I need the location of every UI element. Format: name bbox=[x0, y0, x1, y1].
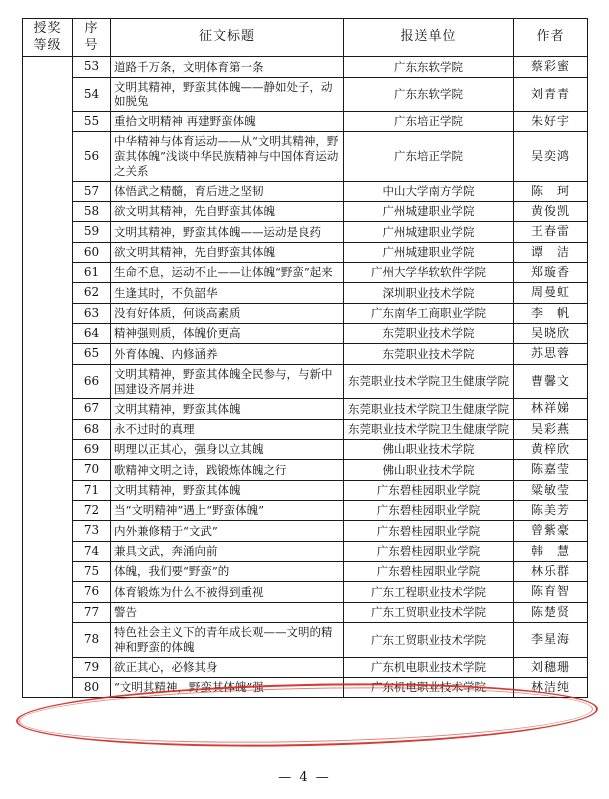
cell-title: 歌精神文明之诗，践锻炼体魄之行 bbox=[111, 460, 344, 480]
cell-number: 80 bbox=[73, 677, 111, 697]
cell-number: 69 bbox=[73, 439, 111, 459]
cell-title: 生命不息，运动不止——让体魄“野蛮”起来 bbox=[111, 263, 344, 283]
table-row bbox=[23, 132, 588, 181]
cell-title: 明理以正其心，强身以立其魄 bbox=[111, 439, 344, 459]
cell-number: 72 bbox=[73, 501, 111, 521]
cell-number: 79 bbox=[73, 657, 111, 677]
cell-number: 57 bbox=[73, 181, 111, 201]
column-header-author: 作者 bbox=[514, 19, 588, 57]
table-row bbox=[23, 77, 588, 111]
cell-title: 文明其精神，野蛮其体魄全民参与，与新中国建设齐屑并进 bbox=[111, 364, 344, 398]
cell-title: 当“文明精神”遇上“野蛮体魄” bbox=[111, 501, 344, 521]
table-row bbox=[23, 399, 588, 419]
cell-unit: 中山大学南方学院 bbox=[344, 181, 514, 201]
table-row bbox=[23, 562, 588, 582]
cell-number: 64 bbox=[73, 324, 111, 344]
table-row bbox=[23, 283, 588, 303]
table-row bbox=[23, 602, 588, 622]
table-row bbox=[23, 439, 588, 459]
column-header-award-level-line1: 授奖 bbox=[33, 21, 62, 36]
cell-number: 74 bbox=[73, 541, 111, 561]
cell-author: 刘穗珊 bbox=[514, 657, 588, 677]
table-row bbox=[23, 242, 588, 262]
column-header-award-level-line2: 等级 bbox=[33, 37, 62, 53]
cell-author: 郑璇香 bbox=[514, 263, 588, 283]
cell-author: 陈 珂 bbox=[514, 181, 588, 201]
cell-title: “文明其精神，野蛮其体魄”强 bbox=[111, 677, 344, 697]
cell-title: 体魄，我们要“野蛮”的 bbox=[111, 562, 344, 582]
cell-author: 吴晓欣 bbox=[514, 324, 588, 344]
column-header-title: 征文标题 bbox=[111, 19, 344, 57]
cell-title: 道路千万条，文明体育第一条 bbox=[111, 57, 344, 77]
cell-author: 陈嘉莹 bbox=[514, 460, 588, 480]
table-row bbox=[23, 677, 588, 697]
table-row bbox=[23, 480, 588, 500]
cell-number: 58 bbox=[73, 201, 111, 221]
cell-unit: 广东机电职业技术学院 bbox=[344, 677, 514, 697]
cell-author: 谭 洁 bbox=[514, 242, 588, 262]
cell-author: 李星海 bbox=[514, 623, 588, 657]
cell-number: 53 bbox=[73, 57, 111, 77]
cell-number: 77 bbox=[73, 602, 111, 622]
cell-number: 70 bbox=[73, 460, 111, 480]
cell-number: 61 bbox=[73, 263, 111, 283]
table-row bbox=[23, 222, 588, 242]
cell-title: 文明其精神，野蛮其体魄 bbox=[111, 399, 344, 419]
table-row bbox=[23, 501, 588, 521]
table-body bbox=[23, 57, 588, 698]
table-row bbox=[23, 201, 588, 221]
cell-title: 没有好体质，何谈高素质 bbox=[111, 303, 344, 323]
cell-author: 曾紫豪 bbox=[514, 521, 588, 541]
table-row bbox=[23, 364, 588, 398]
cell-title: 欲文明其精神，先自野蛮其体魄 bbox=[111, 201, 344, 221]
cell-author: 吴奕鸿 bbox=[514, 132, 588, 181]
cell-number: 54 bbox=[73, 77, 111, 111]
cell-title: 内外兼修精于“文武” bbox=[111, 521, 344, 541]
award-list-table bbox=[22, 18, 588, 698]
table-row bbox=[23, 623, 588, 657]
cell-unit: 东莞职业技术学院 bbox=[344, 324, 514, 344]
header-row bbox=[23, 19, 588, 57]
cell-title: 欲正其心，必修其身 bbox=[111, 657, 344, 677]
table-row bbox=[23, 541, 588, 561]
cell-unit: 广州城建职业学院 bbox=[344, 222, 514, 242]
cell-title: 欲文明其精神，先自野蛮其体魄 bbox=[111, 242, 344, 262]
cell-number: 62 bbox=[73, 283, 111, 303]
cell-author: 黄俊凯 bbox=[514, 201, 588, 221]
cell-unit: 佛山职业技术学院 bbox=[344, 439, 514, 459]
cell-unit: 广东碧桂园职业学院 bbox=[344, 480, 514, 500]
cell-author: 黄梓欣 bbox=[514, 439, 588, 459]
cell-number: 65 bbox=[73, 344, 111, 364]
cell-author: 韩 慧 bbox=[514, 541, 588, 561]
cell-unit: 广州大学华软软件学院 bbox=[344, 263, 514, 283]
cell-number: 55 bbox=[73, 112, 111, 132]
cell-unit: 东莞职业技术学院卫生健康学院 bbox=[344, 419, 514, 439]
cell-author: 苏思蓉 bbox=[514, 344, 588, 364]
cell-title: 文明其精神，野蛮其体魄——运动是良药 bbox=[111, 222, 344, 242]
table-row bbox=[23, 582, 588, 602]
cell-title: 文明其精神，野蛮其体魄——静如处子，动如脱兔 bbox=[111, 77, 344, 111]
cell-author: 林乐群 bbox=[514, 562, 588, 582]
cell-unit: 东莞职业技术学院卫生健康学院 bbox=[344, 399, 514, 419]
cell-unit: 东莞职业技术学院 bbox=[344, 344, 514, 364]
cell-author: 曹馨文 bbox=[514, 364, 588, 398]
column-header-number-line1: 序 bbox=[84, 21, 99, 36]
cell-author: 林祥娣 bbox=[514, 399, 588, 419]
table-row bbox=[23, 460, 588, 480]
cell-unit: 东莞职业技术学院卫生健康学院 bbox=[344, 364, 514, 398]
cell-title: 体育锻炼为什么不被得到重视 bbox=[111, 582, 344, 602]
cell-unit: 广东培正学院 bbox=[344, 132, 514, 181]
cell-unit: 广东工贸职业技术学院 bbox=[344, 602, 514, 622]
cell-number: 56 bbox=[73, 132, 111, 181]
cell-title: 生逢其时，不负韶华 bbox=[111, 283, 344, 303]
cell-author: 林洁纯 bbox=[514, 677, 588, 697]
cell-unit: 广东东软学院 bbox=[344, 57, 514, 77]
cell-title: 中华精神与体育运动——从“文明其精神，野蛮其体魄”浅谈中华民族精神与中国体育运动之关系 bbox=[111, 132, 344, 181]
cell-unit: 广州城建职业学院 bbox=[344, 201, 514, 221]
table-header bbox=[23, 19, 588, 57]
cell-author: 周曼虹 bbox=[514, 283, 588, 303]
cell-author: 陈美芳 bbox=[514, 501, 588, 521]
cell-unit: 广东工贸职业技术学院 bbox=[344, 623, 514, 657]
cell-unit: 广东碧桂园职业学院 bbox=[344, 521, 514, 541]
cell-unit: 广东碧桂园职业学院 bbox=[344, 501, 514, 521]
cell-number: 59 bbox=[73, 222, 111, 242]
cell-author: 朱好宇 bbox=[514, 112, 588, 132]
cell-author: 陈楚贤 bbox=[514, 602, 588, 622]
cell-unit: 广东碧桂园职业学院 bbox=[344, 541, 514, 561]
cell-author: 刘青青 bbox=[514, 77, 588, 111]
column-header-number-line2: 号 bbox=[84, 37, 99, 53]
cell-author: 吴彩燕 bbox=[514, 419, 588, 439]
cell-title: 兼具文武，奔涌向前 bbox=[111, 541, 344, 561]
cell-author: 王春雷 bbox=[514, 222, 588, 242]
cell-number: 71 bbox=[73, 480, 111, 500]
table-row bbox=[23, 263, 588, 283]
cell-unit: 佛山职业技术学院 bbox=[344, 460, 514, 480]
column-header-unit: 报送单位 bbox=[344, 19, 514, 57]
cell-number: 60 bbox=[73, 242, 111, 262]
cell-unit: 广东机电职业技术学院 bbox=[344, 657, 514, 677]
cell-title: 体悟武之精髓，育后进之坚韧 bbox=[111, 181, 344, 201]
table-row bbox=[23, 181, 588, 201]
cell-unit: 广东碧桂园职业学院 bbox=[344, 562, 514, 582]
table-row bbox=[23, 344, 588, 364]
cell-number: 78 bbox=[73, 623, 111, 657]
cell-author: 陈育智 bbox=[514, 582, 588, 602]
table-row bbox=[23, 112, 588, 132]
table-row bbox=[23, 419, 588, 439]
cell-number: 75 bbox=[73, 562, 111, 582]
cell-number: 66 bbox=[73, 364, 111, 398]
cell-number: 67 bbox=[73, 399, 111, 419]
cell-award-level bbox=[23, 57, 73, 698]
cell-number: 73 bbox=[73, 521, 111, 541]
cell-author: 李 帆 bbox=[514, 303, 588, 323]
cell-number: 76 bbox=[73, 582, 111, 602]
column-header-award-level bbox=[23, 19, 73, 57]
cell-unit: 广东培正学院 bbox=[344, 112, 514, 132]
cell-title: 文明其精神，野蛮其体魄 bbox=[111, 480, 344, 500]
cell-number: 63 bbox=[73, 303, 111, 323]
cell-author: 粱敏莹 bbox=[514, 480, 588, 500]
cell-number: 68 bbox=[73, 419, 111, 439]
table-row bbox=[23, 303, 588, 323]
cell-title: 特色社会主义下的青年成长观——文明的精神和野蛮的体魄 bbox=[111, 623, 344, 657]
cell-title: 重拾文明精神 再建野蛮体魄 bbox=[111, 112, 344, 132]
page-number: — 4 — bbox=[278, 770, 331, 785]
column-header-number bbox=[73, 19, 111, 57]
table-row bbox=[23, 324, 588, 344]
cell-title: 永不过时的真理 bbox=[111, 419, 344, 439]
cell-title: 外育体魄、内修涵养 bbox=[111, 344, 344, 364]
table-row bbox=[23, 57, 588, 77]
cell-title: 警告 bbox=[111, 602, 344, 622]
cell-unit: 广东南华工商职业学院 bbox=[344, 303, 514, 323]
table-row bbox=[23, 521, 588, 541]
cell-author: 蔡彩蜜 bbox=[514, 57, 588, 77]
cell-unit: 广东工程职业技术学院 bbox=[344, 582, 514, 602]
cell-unit: 深圳职业技术学院 bbox=[344, 283, 514, 303]
cell-title: 精神强则质，体魄价更高 bbox=[111, 324, 344, 344]
cell-unit: 广州城建职业学院 bbox=[344, 242, 514, 262]
table-row bbox=[23, 657, 588, 677]
cell-unit: 广东东软学院 bbox=[344, 77, 514, 111]
